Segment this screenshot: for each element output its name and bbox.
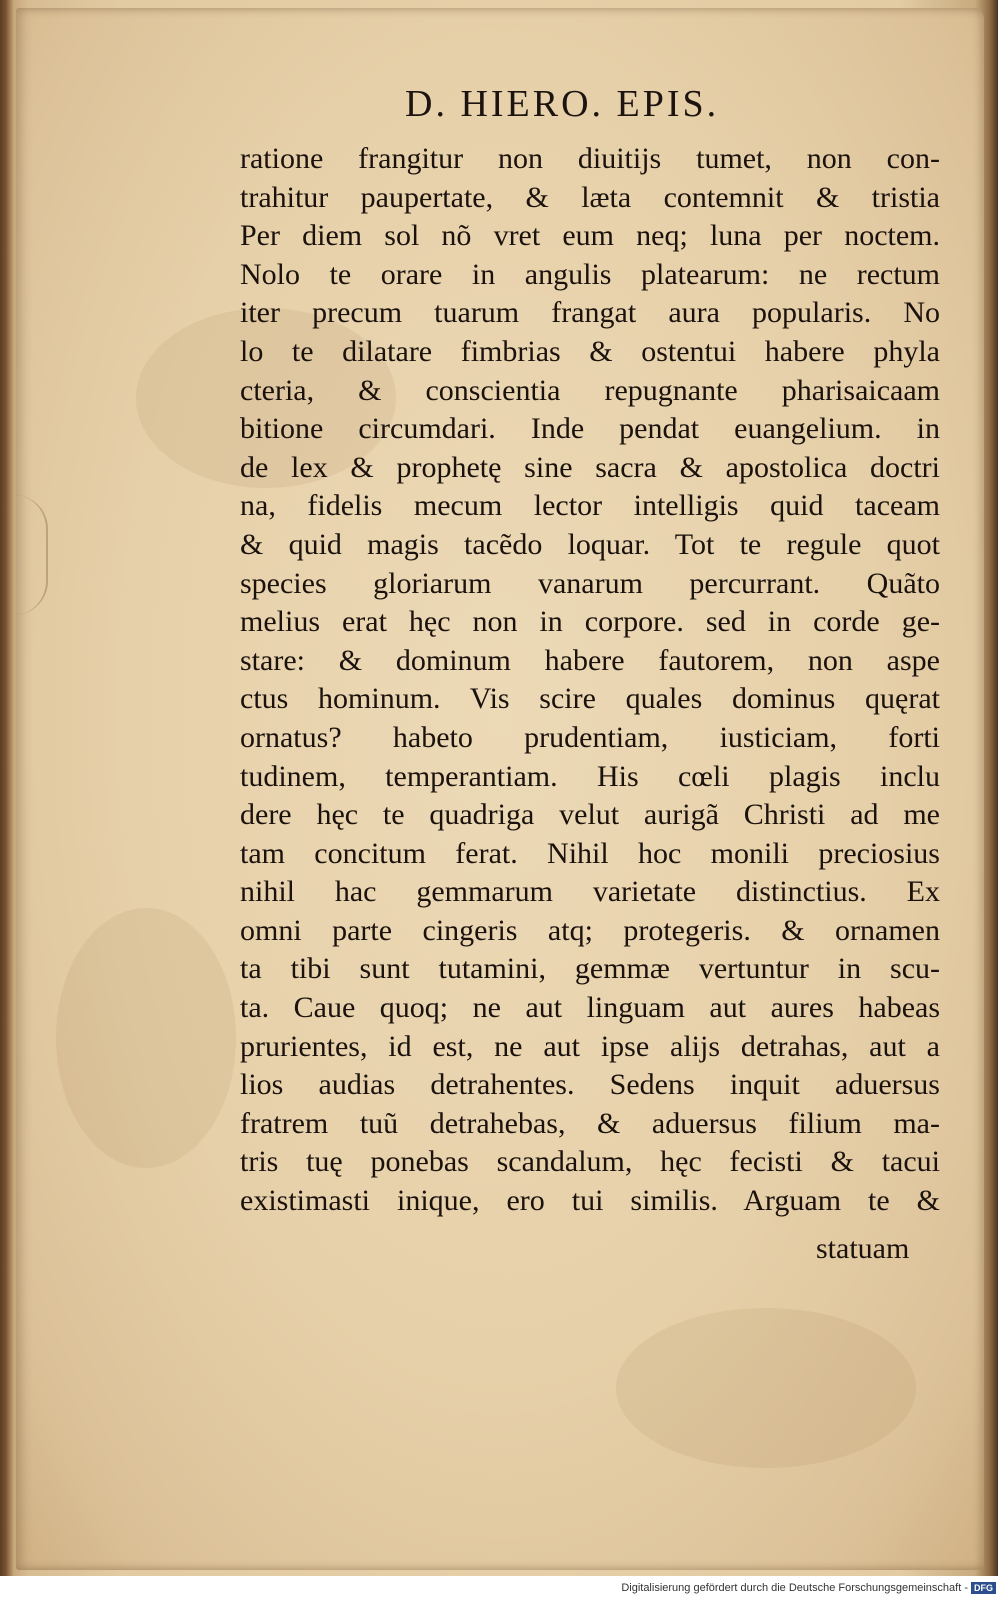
text-line: bitione circumdari. Inde pendat euangelium. in [240, 412, 940, 446]
text-line: Per diem sol nõ vret eum neq; luna per noctem. [240, 219, 940, 253]
text-line: stare: & dominum habere fautorem, non aspe [240, 643, 940, 677]
text-line: lo te dilatare fimbrias & ostentui habere phyla [240, 334, 940, 368]
paper-stain [56, 908, 236, 1168]
text-line: ta tibi sunt tutamini, gemmæ vertuntur in scu- [240, 952, 940, 986]
text-line: Nolo te orare in angulis platearum: ne rectum [240, 257, 940, 291]
text-line: trahitur paupertate, & læta contemnit & tristia [240, 180, 940, 214]
digitization-credit [560, 1580, 996, 1596]
page-fold-mark [14, 495, 48, 615]
text-line: dere hęc te quadriga velut aurigã Christi ad me [240, 798, 940, 832]
paper-stain [616, 1308, 916, 1468]
text-line: species gloriarum vanarum percurrant. Quãto [240, 566, 940, 600]
text-line: lios audias detrahentes. Sedens inquit aduersus [240, 1068, 940, 1102]
credit-text: Digitalisierung gefördert durch die Deutsche Forschungsgemeinschaft - [621, 1582, 968, 1594]
text-line: na, fidelis mecum lector intelligis quid taceam [240, 489, 940, 523]
text-line: fratrem tuũ detrahebas, & aduersus filium ma- [240, 1106, 940, 1140]
text-line: ratione frangitur non diuitijs tumet, non con- [240, 142, 940, 175]
text-line: existimasti inique, ero tui similis. Arguam te & [240, 1184, 940, 1218]
text-line: tris tuę ponebas scandalum, hęc fecisti & tacui [240, 1145, 940, 1179]
dfg-logo: DFG [971, 1582, 996, 1594]
running-header: D. HIERO. EPIS. [405, 83, 720, 125]
text-line: nihil hac gemmarum varietate distinctius. Ex [240, 875, 940, 909]
text-line: ta. Caue quoq; ne aut linguam aut aures habeas [240, 991, 940, 1025]
body-text [240, 140, 940, 1221]
text-line: ctus hominum. Vis scire quales dominus quęrat [240, 682, 940, 716]
text-line: & quid magis tacẽdo loquar. Tot te regule quot [240, 527, 940, 561]
text-line: ornatus? habeto prudentiam, iusticiam, forti [240, 720, 940, 754]
text-line: tudinem, temperantiam. His cœli plagis inclu [240, 759, 940, 793]
text-line: iter precum tuarum frangat aura popularis. No [240, 296, 940, 330]
text-line: de lex & prophetę sine sacra & apostolica doctri [240, 450, 940, 484]
catchword: statuam [816, 1232, 910, 1265]
text-line: cteria, & conscientia repugnante pharisaicaam [240, 373, 940, 407]
text-line: omni parte cingeris atq; protegeris. & ornamen [240, 913, 940, 947]
text-line: melius erat hęc non in corpore. sed in corde ge- [240, 605, 940, 639]
text-line: prurientes, id est, ne aut ipse alijs detrahas, aut a [240, 1029, 940, 1063]
text-line: tam concitum ferat. Nihil hoc monili preciosius [240, 836, 940, 870]
